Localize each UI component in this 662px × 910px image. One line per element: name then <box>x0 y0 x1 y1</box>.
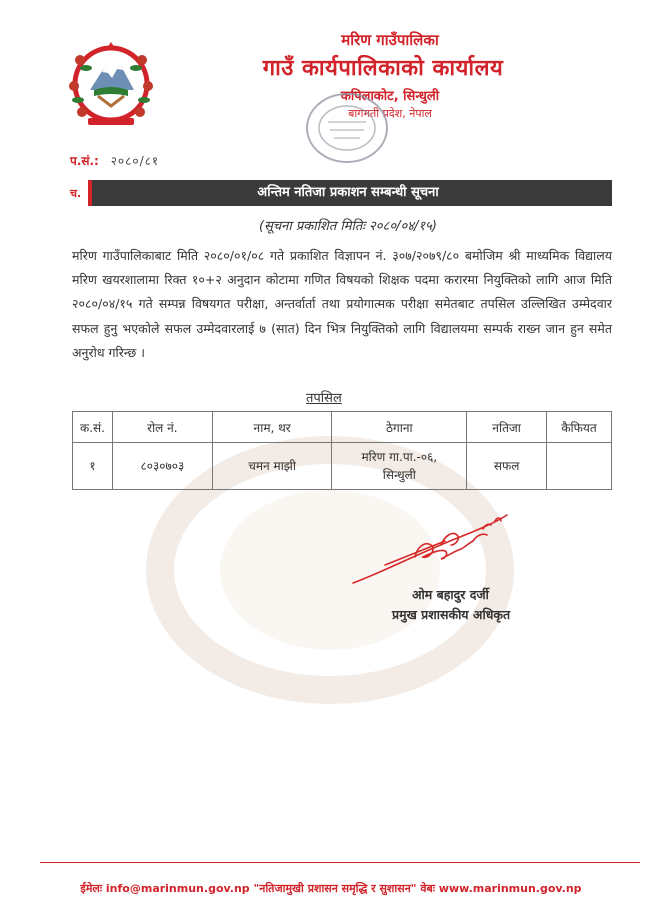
result-table <box>72 411 612 490</box>
office-name: गाउँ कार्यपालिकाको कार्यालय <box>262 56 504 81</box>
office-province: बागमती प्रदेश, नेपाल <box>348 107 432 120</box>
table-row <box>73 443 612 490</box>
cell-remarks <box>547 443 612 490</box>
col-header-sn: क.सं. <box>73 412 113 443</box>
notice-title: अन्तिम नतिजा प्रकाशन सम्बन्धी सूचना <box>257 185 439 200</box>
handwritten-signature <box>345 505 525 595</box>
office-address: कपिलाकोट, सिन्धुली <box>340 89 440 104</box>
col-header-result: नतिजा <box>467 412 547 443</box>
cell-name: चमन माझी <box>212 443 332 490</box>
cell-roll: ८०३०७०३ <box>112 443 212 490</box>
dispatch-number-label: च. <box>70 187 82 200</box>
table-header-row <box>73 412 612 443</box>
col-header-roll: रोल नं. <box>112 412 212 443</box>
signatory-name: ओम बहादुर दर्जी <box>412 587 489 602</box>
nepal-emblem-logo <box>62 38 160 128</box>
col-header-address: ठेगाना <box>332 412 467 443</box>
published-date: (सूचना प्रकाशित मितिः २०८०/०४/१५) <box>259 219 437 234</box>
footer-divider <box>40 862 640 863</box>
notice-body: मरिण गाउँपालिकाबाट मिति २०८०/०१/०८ गते प्रकाशित विज्ञापन नं. ३०७/२०७९/८० बमोजिम श्री माध्यमिक विद्यालय मरिण खयरशालामा रिक्त १०+२ अनुदान कोटामा गणित विषयको शिक्षक पदमा करारमा नियुक्तिको लागि आज मिति २०८०/०४/१५ गते सम्पन्न विषयगत परीक्षा, अन्तर्वार्ता तथा प्रयोगात्मक परीक्षा समेतबाट तपसिल उल्लिखित उम्मेदवार सफल हुनु भएकोले सफल उम्मेदवारलाई ७ (सात) दिन भित्र नियुक्तिको लागि विद्यालयमा सम्पर्क राख्न जान हुन समेत अनुरोध गरिन्छ । <box>72 248 612 360</box>
letter-number-row <box>70 152 159 169</box>
schedule-heading: तपसिल <box>306 391 342 406</box>
col-header-name: नाम, थर <box>212 412 332 443</box>
cell-address-line2: सिन्धुली <box>382 468 416 482</box>
letter-number-value: २०८०/८१ <box>110 154 160 168</box>
footer-contact: ईमेलः info@marinmun.gov.np "नतिजामुखी प्रशासन समृद्धि र सुशासन" वेबः www.marinmun.gov.np <box>80 882 582 895</box>
signatory-title: प्रमुख प्रशासकीय अधिकृत <box>392 607 511 622</box>
office-stamp <box>298 88 396 168</box>
cell-address <box>332 443 467 490</box>
col-header-remarks: कैफियत <box>547 412 612 443</box>
cell-result: सफल <box>467 443 547 490</box>
letter-number-label: प.सं.: <box>70 154 99 168</box>
cell-address-line1: मरिण गा.पा.-०६, <box>361 450 438 464</box>
cell-sn: १ <box>73 443 113 490</box>
municipality-name: मरिण गाउँपालिका <box>341 31 439 49</box>
